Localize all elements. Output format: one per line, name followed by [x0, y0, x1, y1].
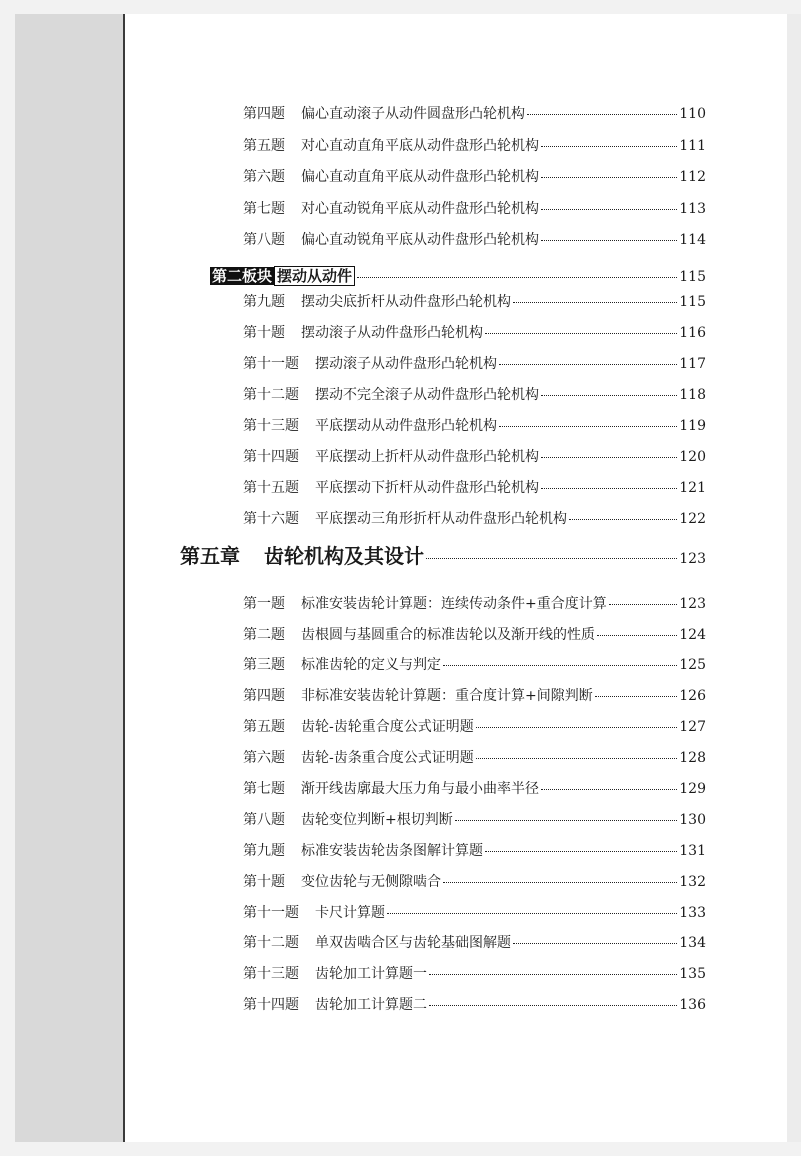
entry-title: 齿轮变位判断+根切判断: [301, 812, 453, 828]
toc-entry[interactable]: [243, 904, 706, 922]
dot-leader: [387, 912, 677, 914]
entry-page: 120: [679, 449, 706, 465]
entry-number: 第十四题: [243, 997, 299, 1013]
toc-entry[interactable]: [243, 168, 706, 186]
dot-leader: [429, 973, 677, 975]
entry-number: 第十四题: [243, 449, 299, 465]
chapter-heading[interactable]: [180, 544, 706, 571]
entry-title: 平底摆动下折杆从动件盘形凸轮机构: [315, 480, 539, 496]
toc-entry[interactable]: [243, 996, 706, 1014]
dot-leader: [527, 113, 677, 115]
entry-title: 偏心直动滚子从动件圆盘形凸轮机构: [301, 106, 525, 122]
entry-page: 130: [679, 812, 706, 828]
entry-page: 128: [679, 750, 706, 766]
entry-number: 第十一题: [243, 356, 299, 372]
dot-leader: [541, 145, 677, 147]
toc-entry[interactable]: [243, 105, 706, 123]
toc-entry[interactable]: [243, 656, 706, 674]
entry-title: 齿轮加工计算题一: [315, 966, 427, 982]
toc-entry[interactable]: [243, 386, 706, 404]
dot-leader: [541, 239, 677, 241]
entry-page: 133: [679, 905, 706, 921]
toc-entry[interactable]: [243, 595, 706, 613]
toc-entry[interactable]: [243, 293, 706, 311]
entry-number: 第六题: [243, 750, 285, 766]
dot-leader: [476, 757, 678, 759]
entry-page: 110: [679, 106, 706, 122]
toc-entry[interactable]: [243, 137, 706, 155]
toc-entry[interactable]: [243, 780, 706, 798]
entry-title: 卡尺计算题: [315, 905, 385, 921]
toc-entry[interactable]: [243, 324, 706, 342]
entry-page: 119: [679, 418, 706, 434]
dot-leader: [541, 487, 677, 489]
entry-page: 115: [679, 294, 706, 310]
toc-entry[interactable]: [243, 479, 706, 497]
entry-number: 第六题: [243, 169, 285, 185]
entry-title: 摆动不完全滚子从动件盘形凸轮机构: [315, 387, 539, 403]
toc-entry[interactable]: [243, 842, 706, 860]
entry-page: 114: [679, 232, 706, 248]
chapter-number: 第五章: [180, 544, 240, 568]
dot-leader: [485, 850, 677, 852]
toc-entry[interactable]: [243, 448, 706, 466]
dot-leader: [609, 603, 678, 605]
dot-leader: [443, 881, 677, 883]
dot-leader: [485, 332, 677, 334]
entry-title: 摆动滚子从动件盘形凸轮机构: [301, 325, 483, 341]
entry-title: 标准安装齿轮齿条图解计算题: [301, 843, 483, 859]
entry-number: 第四题: [243, 688, 285, 704]
toc-entry[interactable]: [243, 200, 706, 218]
toc-entry[interactable]: [243, 873, 706, 891]
toc-entry[interactable]: [243, 934, 706, 952]
entry-title: 齿根圆与基圆重合的标准齿轮以及渐开线的性质: [301, 627, 595, 643]
entry-number: 第八题: [243, 232, 285, 248]
toc-entry[interactable]: [243, 355, 706, 373]
entry-page: 131: [679, 843, 706, 859]
dot-leader: [569, 518, 677, 520]
entry-title: 摆动滚子从动件盘形凸轮机构: [315, 356, 497, 372]
toc-entry[interactable]: [243, 417, 706, 435]
entry-number: 第五题: [243, 719, 285, 735]
entry-title: 非标准安装齿轮计算题：重合度计算+间隙判断: [301, 688, 593, 704]
entry-title: 平底摆动三角形折杆从动件盘形凸轮机构: [315, 511, 567, 527]
entry-page: 126: [679, 688, 706, 704]
dot-leader: [499, 425, 677, 427]
entry-number: 第九题: [243, 843, 285, 859]
entry-number: 第七题: [243, 201, 285, 217]
dot-leader: [541, 208, 677, 210]
entry-page: 122: [679, 511, 706, 527]
section-title: 摆动从动件: [274, 266, 355, 286]
dot-leader: [595, 695, 678, 697]
dot-leader: [541, 456, 677, 458]
entry-title: 齿轮-齿轮重合度公式证明题: [301, 719, 474, 735]
dot-leader: [443, 664, 677, 666]
dot-leader: [357, 276, 677, 278]
entry-title: 齿轮加工计算题二: [315, 997, 427, 1013]
dot-leader: [513, 942, 677, 944]
entry-page: 124: [679, 627, 706, 643]
entry-title: 偏心直动直角平底从动件盘形凸轮机构: [301, 169, 539, 185]
entry-number: 第十三题: [243, 966, 299, 982]
entry-title: 单双齿啮合区与齿轮基础图解题: [315, 935, 511, 951]
toc-entry[interactable]: [243, 626, 706, 644]
entry-number: 第十一题: [243, 905, 299, 921]
toc-entry[interactable]: [243, 811, 706, 829]
dot-leader: [426, 557, 677, 559]
entry-page: 129: [679, 781, 706, 797]
toc-entry[interactable]: [243, 965, 706, 983]
toc-entry[interactable]: [243, 687, 706, 705]
dot-leader: [541, 394, 677, 396]
chapter-page: 123: [679, 551, 706, 567]
entry-number: 第三题: [243, 657, 285, 673]
entry-title: 对心直动锐角平底从动件盘形凸轮机构: [301, 201, 539, 217]
dot-leader: [476, 726, 678, 728]
entry-title: 变位齿轮与无侧隙啮合: [301, 874, 441, 890]
dot-leader: [597, 634, 677, 636]
entry-number: 第四题: [243, 106, 285, 122]
section-heading[interactable]: [210, 266, 706, 286]
page-edge: [787, 14, 801, 1142]
entry-title: 偏心直动锐角平底从动件盘形凸轮机构: [301, 232, 539, 248]
dot-leader: [455, 819, 678, 821]
toc-entry[interactable]: [243, 231, 706, 249]
toc-entry[interactable]: [243, 510, 706, 528]
dot-leader: [513, 301, 677, 303]
entry-page: 117: [679, 356, 706, 372]
section-label: 第二板块: [212, 267, 273, 285]
entry-number: 第十题: [243, 325, 285, 341]
entry-title: 齿轮-齿条重合度公式证明题: [301, 750, 474, 766]
toc-entry[interactable]: [243, 718, 706, 736]
entry-title: 标准齿轮的定义与判定: [301, 657, 441, 673]
entry-page: 125: [679, 657, 706, 673]
entry-page: 121: [679, 480, 706, 496]
entry-number: 第八题: [243, 812, 285, 828]
section-page: 115: [679, 269, 706, 285]
dot-leader: [499, 363, 677, 365]
entry-title: 平底摆动从动件盘形凸轮机构: [315, 418, 497, 434]
chapter-title: 齿轮机构及其设计: [264, 544, 424, 568]
entry-title: 渐开线齿廓最大压力角与最小曲率半径: [301, 781, 539, 797]
book-spine-shadow: [15, 14, 123, 1142]
entry-page: 136: [679, 997, 706, 1013]
entry-page: 112: [679, 169, 706, 185]
entry-title: 摆动尖底折杆从动件盘形凸轮机构: [301, 294, 511, 310]
entry-page: 132: [679, 874, 706, 890]
entry-number: 第十五题: [243, 480, 299, 496]
entry-page: 135: [679, 966, 706, 982]
entry-title: 标准安装齿轮计算题：连续传动条件+重合度计算: [301, 596, 607, 612]
entry-page: 123: [679, 596, 706, 612]
entry-title: 平底摆动上折杆从动件盘形凸轮机构: [315, 449, 539, 465]
entry-page: 134: [679, 935, 706, 951]
dot-leader: [541, 788, 677, 790]
entry-number: 第十二题: [243, 935, 299, 951]
dot-leader: [541, 176, 677, 178]
entry-number: 第十三题: [243, 418, 299, 434]
entry-page: 127: [679, 719, 706, 735]
entry-page: 111: [679, 138, 706, 154]
toc-entry[interactable]: [243, 749, 706, 767]
entry-number: 第五题: [243, 138, 285, 154]
entry-title: 对心直动直角平底从动件盘形凸轮机构: [301, 138, 539, 154]
entry-page: 116: [679, 325, 706, 341]
entry-number: 第九题: [243, 294, 285, 310]
entry-number: 第十题: [243, 874, 285, 890]
entry-page: 118: [679, 387, 706, 403]
entry-number: 第七题: [243, 781, 285, 797]
entry-number: 第十六题: [243, 511, 299, 527]
entry-number: 第二题: [243, 627, 285, 643]
dot-leader: [429, 1004, 677, 1006]
entry-number: 第十二题: [243, 387, 299, 403]
entry-number: 第一题: [243, 596, 285, 612]
entry-page: 113: [679, 201, 706, 217]
